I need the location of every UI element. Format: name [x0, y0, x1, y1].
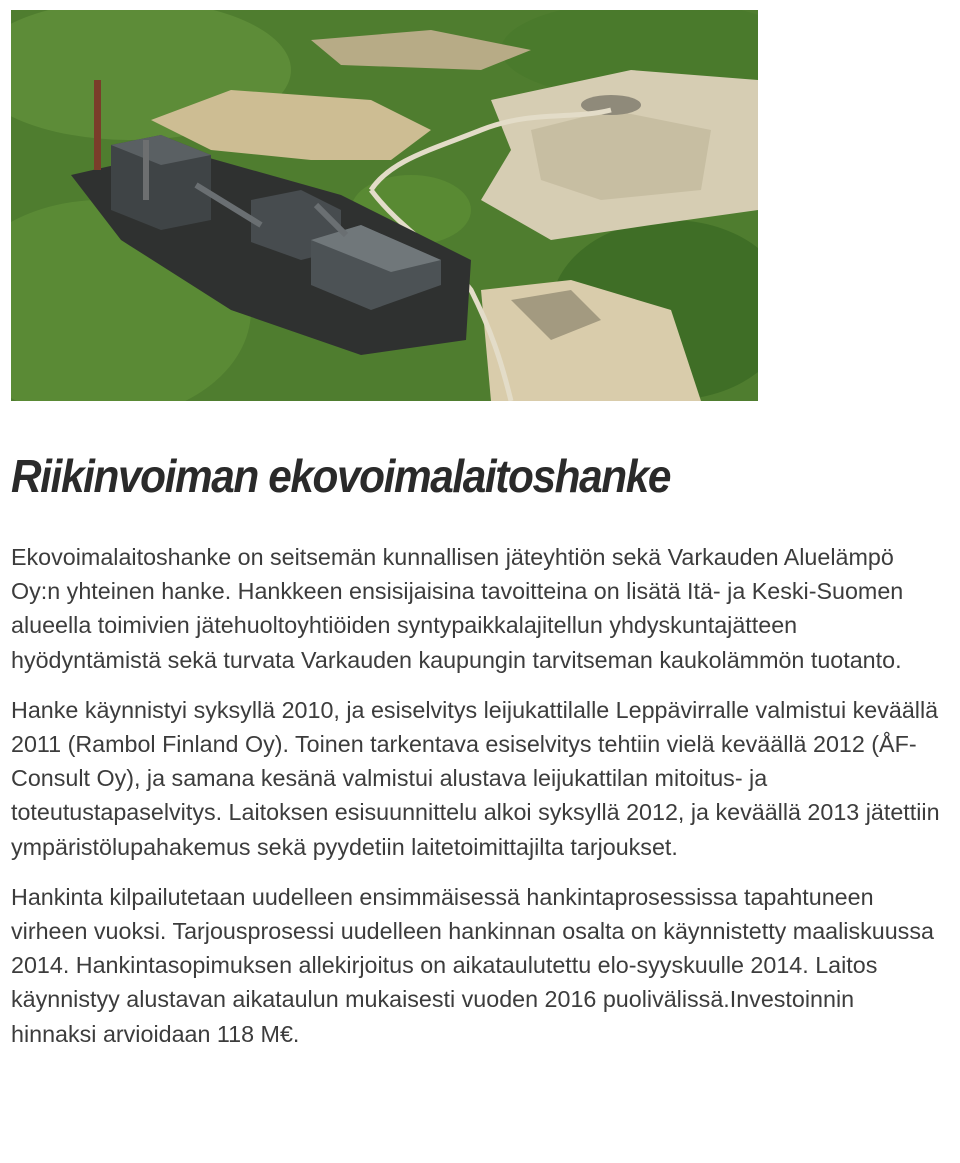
paragraph-2: Hanke käynnistyi syksyllä 2010, ja esiselvitys leijukattilalle Leppävirralle valmistui keväällä 2011 (Rambol Finland Oy). Toinen tarkentava esiselvitys tehtiin vielä keväällä 2012 (ÅF-Consult Oy), ja samana kesänä valmistui alustava leijukattilan mitoitus- ja toteutustapaselvitys. Laitoksen esisuunnittelu alkoi syksyllä 2012, ja keväällä 2013 jätettiin ympäristölupahakemus sekä pyydetiin laitetoimittajilta tarjoukset.: [11, 696, 940, 860]
paragraph-3: Hankinta kilpailutetaan uudelleen ensimmäisessä hankintaprosessissa tapahtuneen virheen vuoksi. Tarjousprosessi uudelleen hankinnan osalta on käynnistetty maaliskuussa 2014. Hankintasopimuksen allekirjoitus on aikataulutettu elo-syyskuulle 2014. Laitos käynnistyy alustavan aikataulun mukaisesti vuoden 2016 puolivälissä.Investoinnin hinnaksi arvioidaan 118 M€.: [11, 883, 934, 1047]
page-title: Riikinvoiman ekovoimalaitoshanke: [11, 450, 671, 502]
article-body: [11, 540, 946, 1067]
aerial-photo: [11, 10, 758, 401]
paragraph-1: Ekovoimalaitoshanke on seitsemän kunnallisen jäteyhtiön sekä Varkauden Aluelämpö Oy:n yhteinen hanke. Hankkeen ensisijaisina tavoitteina on lisätä Itä- ja Keski-Suomen alueella toimivien jätehuoltoyhtiöiden syntypaikkalajitellun yhdyskuntajätteen hyödyntämistä sekä turvata Varkauden kaupungin tarvitseman kaukolämmön tuotanto.: [11, 544, 904, 673]
